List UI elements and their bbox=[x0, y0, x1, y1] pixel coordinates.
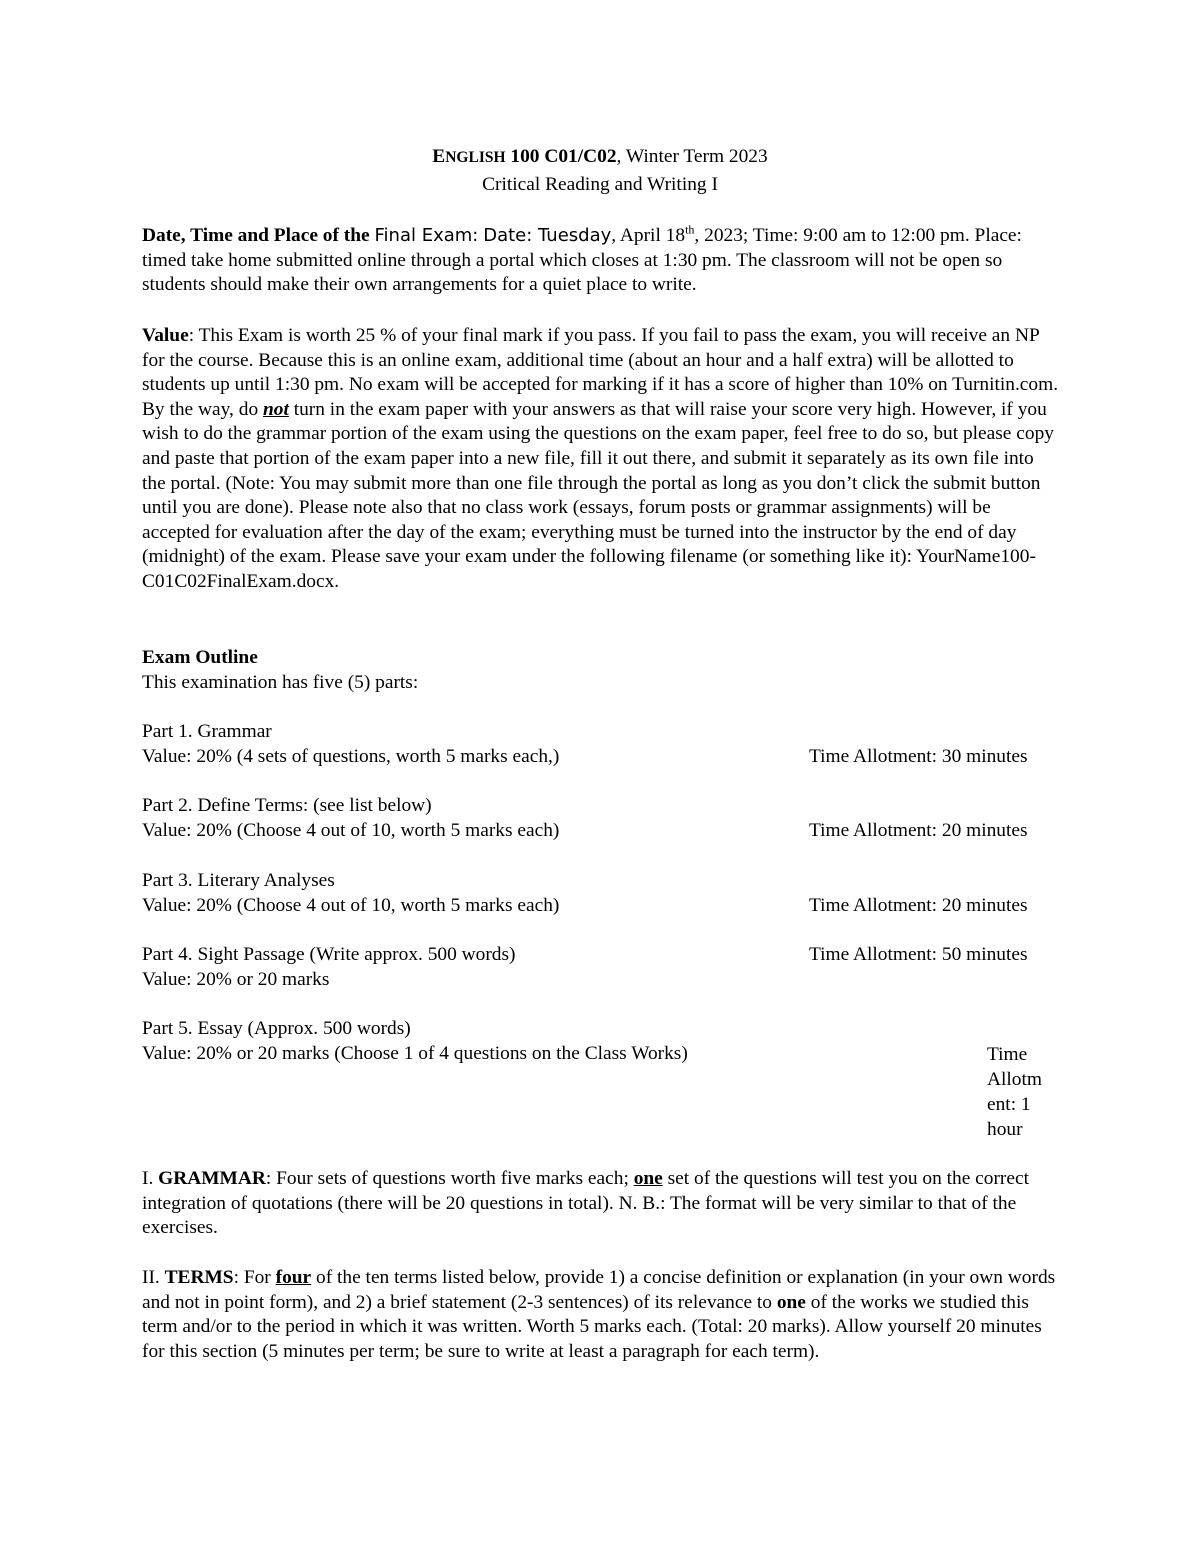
part-5-time-line: hour bbox=[987, 1119, 1023, 1140]
part-time: Time Allotment: 20 minutes bbox=[809, 895, 1028, 916]
part-2-title-row bbox=[142, 794, 1062, 819]
part-1-value-row bbox=[142, 745, 1062, 770]
outline-heading: Exam Outline bbox=[142, 647, 258, 668]
course-title bbox=[0, 143, 1200, 171]
final-exam-date-sans: Date: Tuesday bbox=[483, 225, 612, 246]
part-time: Time Allotment: 20 minutes bbox=[809, 820, 1028, 841]
course-code: 100 C01/C02 bbox=[510, 146, 617, 167]
course-title-smallcaps: NGLISH bbox=[445, 149, 506, 166]
part-title: Part 1. Grammar bbox=[142, 721, 272, 742]
value-text-1: : This Exam is worth 25 % of your final mark if you pass. If you fail to pass the exam, you will receive an NP for the course. Because this is an online exam, additional time (about an hour and a half extra) will be allotted to students up until 1:30 pm. No exam will be accepted for marking if it has a score of higher than 10% on Turnitin.com. By the way, do bbox=[142, 325, 1059, 420]
value-paragraph bbox=[142, 324, 1062, 595]
grammar-text-2: set of the questions will test you on the correct integration of quotations (there will be 20 questions in total). N. B.: The format will be very similar to that of the exercises. bbox=[142, 1168, 1029, 1239]
part-3-value-row bbox=[142, 894, 1062, 919]
part-5-time-line: ent: 1 bbox=[987, 1094, 1031, 1115]
part-title: Part 4. Sight Passage (Write approx. 500 words) bbox=[142, 944, 516, 965]
part-2-value-row bbox=[142, 819, 1062, 844]
terms-text-2: of the ten terms listed below, provide 1) a concise definition or explanation (in your own words and not in point form), and 2) a brief statement (2-3 sentences) of its relevance to bbox=[142, 1267, 1056, 1313]
part-5-title-row bbox=[142, 1017, 1062, 1042]
course-subtitle: Critical Reading and Writing I bbox=[482, 174, 718, 195]
part-3-title-row bbox=[142, 869, 1062, 894]
value-emphasis: not bbox=[263, 398, 289, 420]
part-5-time bbox=[987, 1042, 1059, 1142]
course-title-initial: E bbox=[432, 146, 446, 167]
part-5-time-line: Allotm bbox=[987, 1069, 1042, 1090]
part-5-time-line: Time bbox=[987, 1044, 1028, 1065]
part-value: Value: 20% (Choose 4 out of 10, worth 5 marks each) bbox=[142, 820, 560, 841]
terms-numeral: II. bbox=[142, 1267, 165, 1288]
terms-paragraph bbox=[142, 1266, 1062, 1364]
part-4-value-row bbox=[142, 968, 1062, 993]
value-text-2: turn in the exam paper with your answers as that will raise your score very high. However, if you wish to do the grammar portion of the exam using the questions on the exam paper, feel free to do so, but please copy and paste that portion of the exam paper into a new file, fill it out there, and submit it separately as its own file into the portal. (Note: You may submit more than one file through the portal as long as you don’t click the submit button until you are done). Please note also that no class work (essays, forum posts or grammar assignments) will be accepted for evaluation after the day of the exam; everything must be turned into the instructor by the end of day (midnight) of the exam. Please save your exam under the following filename (or something like it): YourName100-C01C02FinalExam.docx. bbox=[142, 398, 1054, 592]
terms-text-3: of the works we studied this term and/or to the period in which it was written. Worth 5 marks each. (Total: 20 marks). Allow yourself 20 minutes for this section (5 minutes per term; be sure to write at least a paragraph for each term). bbox=[142, 1291, 1042, 1362]
grammar-paragraph bbox=[142, 1167, 1062, 1241]
outline-intro: This examination has five (5) parts: bbox=[142, 672, 419, 693]
final-exam-paragraph bbox=[142, 224, 1062, 298]
grammar-text-1: : Four sets of questions worth five marks each; bbox=[265, 1168, 634, 1189]
final-exam-text: , 2023; Time: 9:00 am to 12:00 pm. Place: timed take home submitted online through a portal which closes at 1:30 pm. The classroom will not be open so students should make their own arrangements for a quiet place to write. bbox=[142, 225, 1022, 296]
part-value: Value: 20% (Choose 4 out of 10, worth 5 marks each) bbox=[142, 895, 560, 916]
part-time: Time Allotment: 30 minutes bbox=[809, 746, 1028, 767]
part-time: Time Allotment: 50 minutes bbox=[809, 944, 1028, 965]
grammar-label: GRAMMAR bbox=[158, 1168, 266, 1189]
part-5-value-row bbox=[142, 1042, 1062, 1067]
final-exam-date: , April 18 bbox=[611, 225, 686, 246]
part-1-title-row bbox=[142, 720, 1062, 745]
part-value: Value: 20% or 20 marks (Choose 1 of 4 questions on the Class Works) bbox=[142, 1043, 688, 1064]
terms-emphasis-four: four bbox=[275, 1267, 312, 1288]
terms-emphasis-one: one bbox=[776, 1291, 806, 1313]
course-term: , Winter Term 2023 bbox=[616, 146, 768, 167]
grammar-numeral: I. bbox=[142, 1168, 159, 1189]
grammar-emphasis: one bbox=[633, 1168, 663, 1189]
final-exam-label-sans: Final Exam: bbox=[374, 225, 479, 246]
final-exam-label: Date, Time and Place of the bbox=[142, 225, 370, 246]
terms-text-1: : For bbox=[233, 1267, 276, 1288]
value-label: Value bbox=[142, 325, 189, 346]
terms-label: TERMS bbox=[164, 1267, 234, 1288]
part-value: Value: 20% (4 sets of questions, worth 5 marks each,) bbox=[142, 746, 560, 767]
part-title: Part 3. Literary Analyses bbox=[142, 870, 335, 891]
part-4-title-row bbox=[142, 943, 1062, 968]
final-exam-date-suffix: th bbox=[685, 222, 695, 237]
document-header bbox=[0, 143, 1200, 198]
part-title: Part 2. Define Terms: (see list below) bbox=[142, 795, 432, 816]
part-value: Value: 20% or 20 marks bbox=[142, 969, 330, 990]
part-title: Part 5. Essay (Approx. 500 words) bbox=[142, 1018, 411, 1039]
exam-outline-heading bbox=[142, 646, 1062, 671]
